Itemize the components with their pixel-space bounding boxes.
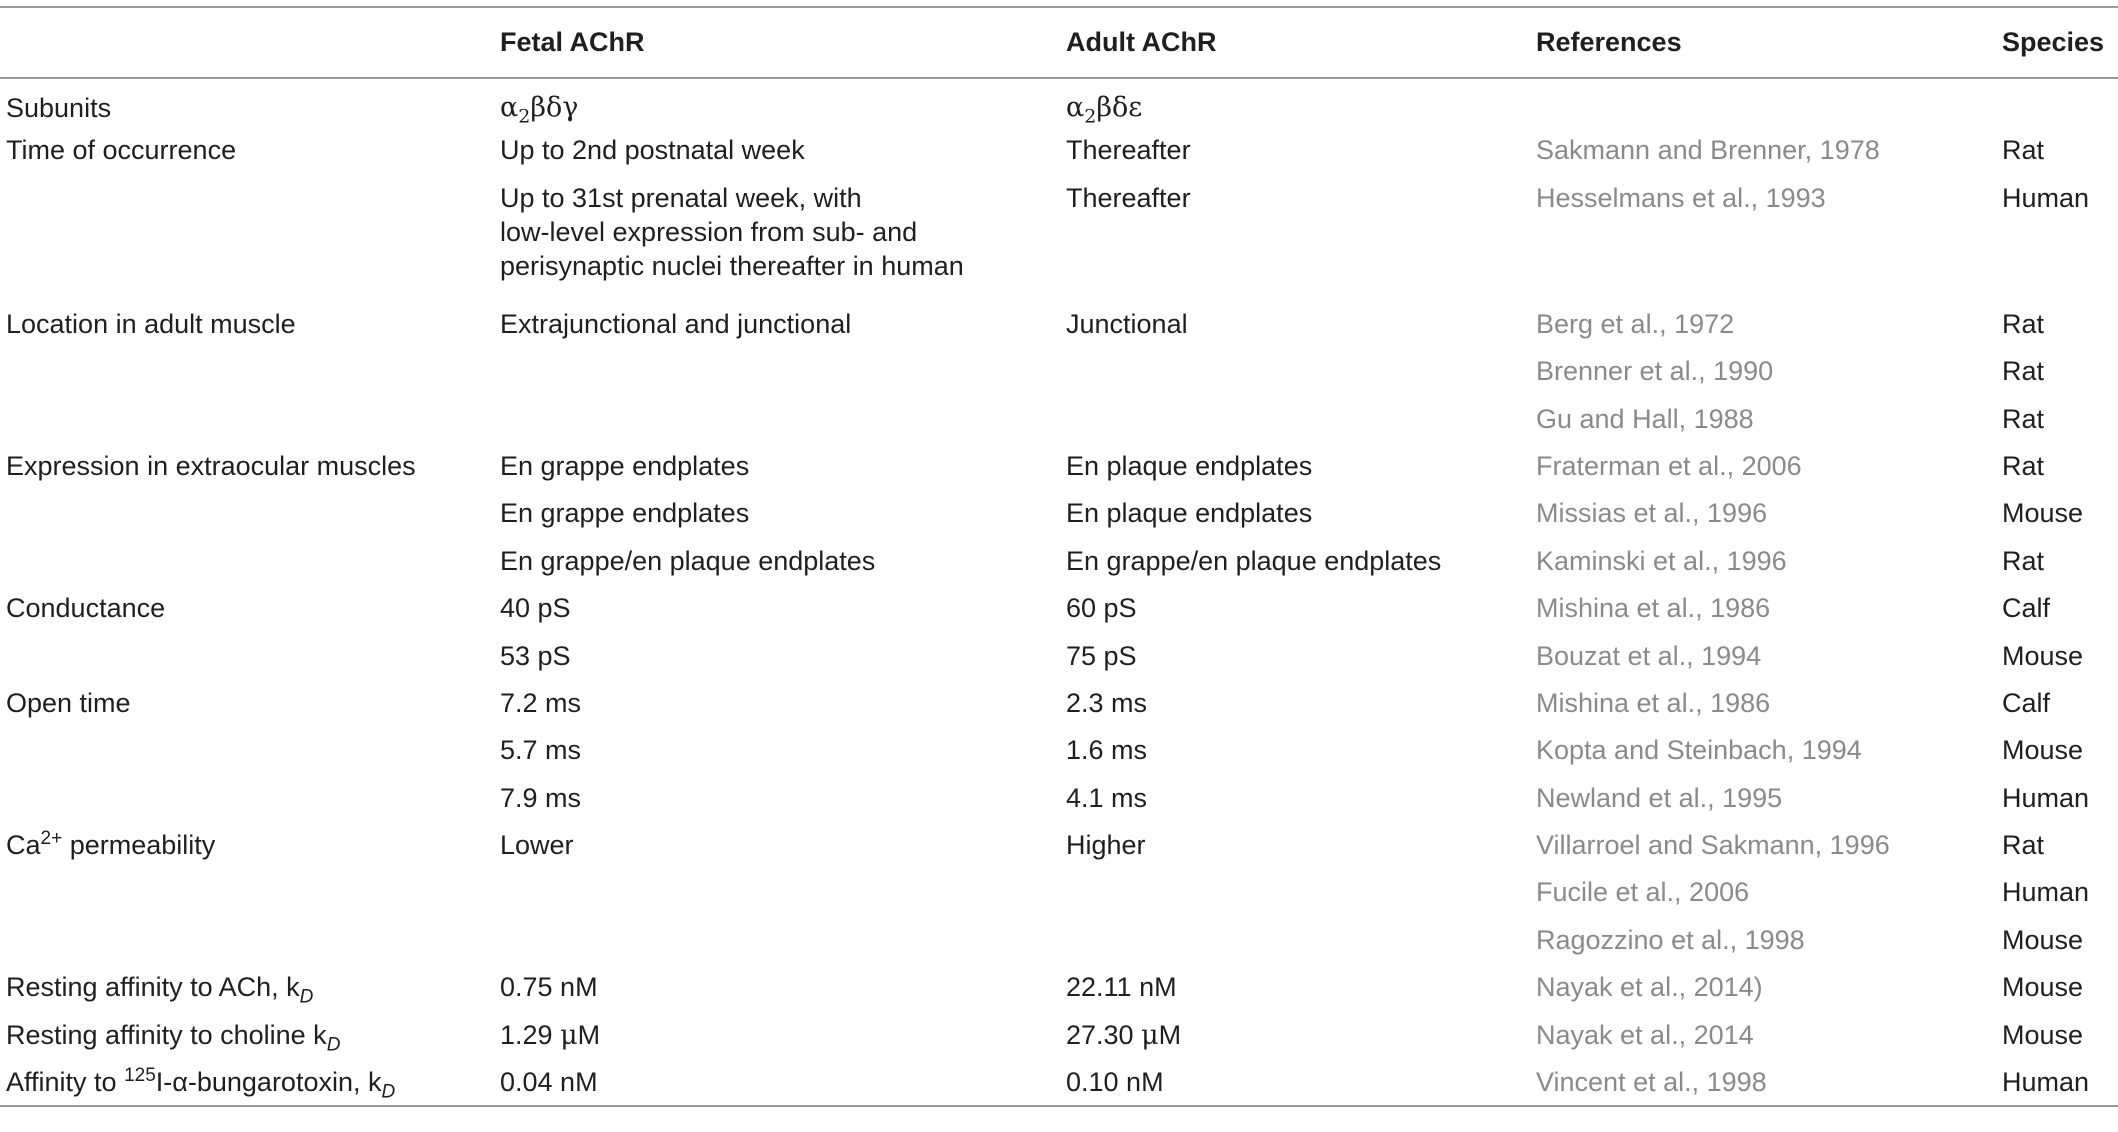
cell-species: Rat [2002, 356, 2045, 387]
cell-fetal: 53 pS [500, 640, 571, 671]
ach-subscript: D [299, 986, 314, 1008]
cell-property [0, 394, 500, 441]
cell-reference: Newland et al., 1995 [1536, 782, 1783, 813]
cell-species [2002, 78, 2118, 125]
value-unit: M [1158, 1019, 1182, 1050]
btx-pre: Affinity to [6, 1067, 125, 1098]
ca-base: Ca [6, 830, 41, 861]
cell-species: Calf [2002, 687, 2051, 718]
cell-adult: En plaque endplates [1066, 498, 1313, 529]
table-row [0, 394, 2118, 441]
table-row [0, 962, 2118, 1009]
cell-adult: 22.11 nM [1066, 972, 1177, 1003]
cell-species: Rat [2002, 308, 2045, 339]
table-header [0, 7, 2118, 78]
cell-property: Expression in extraocular muscles [6, 450, 416, 481]
table-row [0, 1010, 2118, 1057]
cell-species: Rat [2002, 450, 2045, 481]
cell-species: Human [2002, 182, 2090, 213]
cell-property: Conductance [6, 593, 166, 624]
table-row [0, 441, 2118, 488]
cell-reference: Gu and Hall, 1988 [1536, 403, 1754, 434]
cell-adult: 60 pS [1066, 593, 1137, 624]
cell-property [0, 725, 500, 772]
cell-reference: Ragozzino et al., 1998 [1536, 924, 1805, 955]
table-row [0, 536, 2118, 583]
cell-reference [1536, 78, 2002, 125]
cell-fetal [500, 78, 1066, 128]
cell-fetal: 0.75 nM [500, 972, 598, 1003]
cell-fetal: 7.2 ms [500, 687, 582, 718]
cell-reference: Nayak et al., 2014 [1536, 1019, 1754, 1050]
choline-base: Resting affinity to choline k [6, 1019, 327, 1050]
cell-property [0, 867, 500, 914]
cell-reference: Brenner et al., 1990 [1536, 356, 1774, 387]
cell-adult: 0.10 nM [1066, 1057, 1536, 1106]
cell-species: Human [2002, 782, 2090, 813]
cell-species: Mouse [2002, 972, 2084, 1003]
header-species: Species [2002, 7, 2118, 78]
cell-reference: Fucile et al., 2006 [1536, 877, 1750, 908]
table-row [0, 125, 2118, 172]
cell-property [0, 773, 500, 820]
cell-property: Location in adult muscle [6, 308, 296, 339]
cell-species: Mouse [2002, 735, 2084, 766]
cell-adult [1066, 394, 1536, 441]
btx-mid: I-α-bungarotoxin, k [155, 1067, 382, 1098]
btx-superscript: 125 [124, 1065, 156, 1087]
cell-adult: Junctional [1066, 308, 1188, 339]
table-row [0, 773, 2118, 820]
cell-reference: Kaminski et al., 1996 [1536, 545, 1787, 576]
cell-adult: 4.1 ms [1066, 782, 1148, 813]
table-body [0, 78, 2118, 1106]
cell-fetal: 7.9 ms [500, 782, 582, 813]
cell-fetal: En grappe endplates [500, 498, 750, 529]
cell-fetal: 40 pS [500, 593, 571, 624]
table-row [0, 725, 2118, 772]
table-row [0, 583, 2118, 630]
cell-species: Human [2002, 1057, 2118, 1106]
cell-fetal: Up to 2nd postnatal week [500, 135, 805, 166]
cell-reference: Kopta and Steinbach, 1994 [1536, 735, 1862, 766]
cell-property [0, 1010, 500, 1057]
value-number: 27.30 [1066, 1019, 1142, 1050]
table-row [0, 820, 2118, 867]
cell-species: Mouse [2002, 498, 2084, 529]
cell-property [0, 488, 500, 535]
subunit-alpha: α [1066, 92, 1085, 123]
cell-fetal: Up to 31st prenatal week, with low-level expression from sub- and perisynaptic nuclei thereafter in human [500, 182, 964, 281]
subunit-subscript: 2 [518, 105, 531, 128]
cell-adult: 1.6 ms [1066, 735, 1148, 766]
cell-adult [1066, 915, 1536, 962]
cell-fetal [500, 915, 1066, 962]
ca-rest: permeability [62, 830, 216, 861]
table-row [0, 867, 2118, 914]
cell-species: Rat [2002, 545, 2045, 576]
choline-subscript: D [326, 1034, 341, 1056]
cell-property: Time of occurrence [6, 135, 237, 166]
header-references: References [1536, 7, 2002, 78]
cell-reference: Nayak et al., 2014) [1536, 972, 1763, 1003]
cell-property [0, 962, 500, 1009]
cell-fetal: En grappe/en plaque endplates [500, 545, 876, 576]
cell-reference: Bouzat et al., 1994 [1536, 640, 1762, 671]
cell-reference: Villarroel and Sakmann, 1996 [1536, 830, 1890, 861]
value-mu: μ [560, 1019, 578, 1051]
subunit-rest: βδγ [530, 92, 579, 123]
value-number: 1.29 [500, 1019, 561, 1050]
table-row [0, 488, 2118, 535]
cell-adult: Thereafter [1066, 135, 1191, 166]
table-row [0, 299, 2118, 346]
cell-adult: En plaque endplates [1066, 450, 1313, 481]
cell-reference: Hesselmans et al., 1993 [1536, 182, 1826, 213]
cell-property [0, 915, 500, 962]
cell-fetal: En grappe endplates [500, 450, 750, 481]
cell-property [0, 173, 500, 299]
table-row [0, 173, 2118, 299]
table-row [0, 78, 2118, 125]
table-row [0, 631, 2118, 678]
cell-property: Subunits [6, 93, 112, 123]
cell-species: Human [2002, 877, 2090, 908]
cell-adult [1066, 1010, 1536, 1057]
ach-comparison-table [0, 6, 2118, 1107]
cell-adult: En grappe/en plaque endplates [1066, 545, 1442, 576]
cell-adult [1066, 867, 1536, 914]
cell-property [0, 1057, 500, 1106]
cell-species: Mouse [2002, 640, 2084, 671]
cell-fetal: Extrajunctional and junctional [500, 308, 852, 339]
cell-species: Rat [2002, 403, 2045, 434]
table-row [0, 1057, 2118, 1106]
cell-property [0, 820, 500, 867]
header-property [0, 7, 500, 78]
btx-subscript: D [381, 1081, 396, 1103]
cell-adult [1066, 346, 1536, 393]
cell-species: Rat [2002, 135, 2045, 166]
cell-fetal [500, 867, 1066, 914]
cell-reference: Fraterman et al., 2006 [1536, 450, 1802, 481]
cell-fetal: 0.04 nM [500, 1057, 1066, 1106]
header-adult-achr: Adult AChR [1066, 7, 1536, 78]
cell-adult: 75 pS [1066, 640, 1137, 671]
cell-fetal [500, 1010, 1066, 1057]
header-fetal-achr: Fetal AChR [500, 7, 1066, 78]
cell-species: Mouse [2002, 924, 2084, 955]
cell-reference: Vincent et al., 1998 [1536, 1057, 2002, 1106]
table-row [0, 678, 2118, 725]
cell-property [0, 631, 500, 678]
cell-reference: Missias et al., 1996 [1536, 498, 1768, 529]
header-row [0, 7, 2118, 78]
cell-adult: Thereafter [1066, 182, 1191, 213]
table-row [0, 915, 2118, 962]
cell-reference: Mishina et al., 1986 [1536, 593, 1771, 624]
value-mu: μ [1141, 1019, 1159, 1051]
ca-superscript: 2+ [40, 828, 63, 850]
cell-property [0, 346, 500, 393]
table-row [0, 346, 2118, 393]
subunit-alpha: α [500, 92, 519, 123]
cell-fetal: Lower [500, 830, 574, 861]
cell-property: Open time [6, 687, 131, 718]
subunit-subscript: 2 [1084, 105, 1097, 128]
cell-reference: Sakmann and Brenner, 1978 [1536, 135, 1880, 166]
ach-base: Resting affinity to ACh, k [6, 972, 300, 1003]
cell-species: Mouse [2002, 1019, 2084, 1050]
cell-adult: 2.3 ms [1066, 687, 1148, 718]
cell-reference: Mishina et al., 1986 [1536, 687, 1771, 718]
cell-species: Rat [2002, 830, 2045, 861]
cell-property [0, 536, 500, 583]
cell-species: Calf [2002, 593, 2051, 624]
cell-fetal [500, 394, 1066, 441]
cell-adult: Higher [1066, 830, 1146, 861]
cell-reference: Berg et al., 1972 [1536, 308, 1735, 339]
cell-fetal: 5.7 ms [500, 735, 582, 766]
subunit-rest: βδε [1096, 92, 1143, 123]
cell-adult [1066, 78, 1536, 128]
cell-fetal [500, 346, 1066, 393]
value-unit: M [577, 1019, 601, 1050]
